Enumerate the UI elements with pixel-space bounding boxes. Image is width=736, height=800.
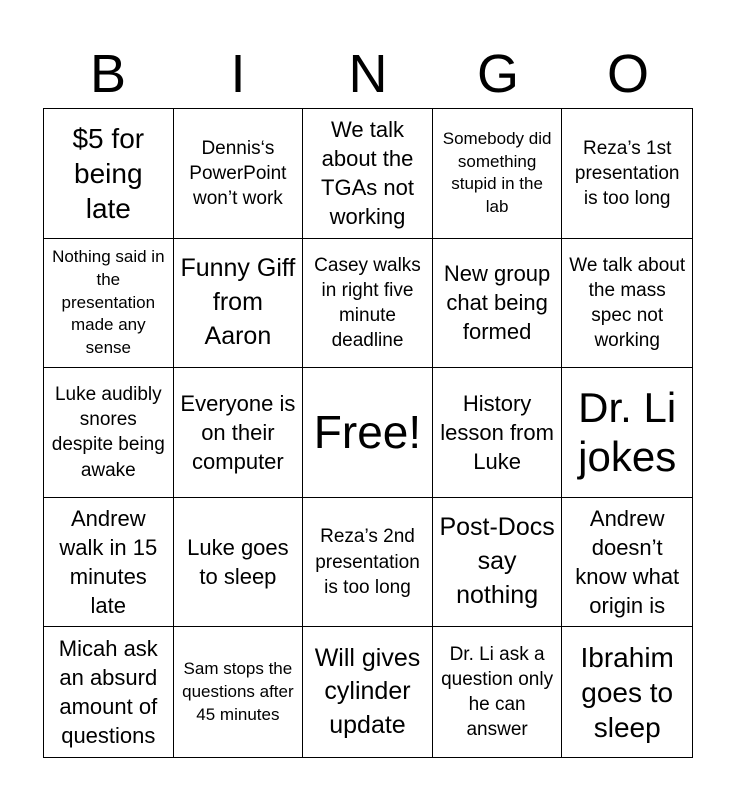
bingo-cell[interactable] xyxy=(44,627,174,757)
header-letter-i: I xyxy=(230,44,246,104)
bingo-cell[interactable] xyxy=(433,627,563,757)
bingo-cell[interactable] xyxy=(562,368,692,498)
bingo-cell[interactable] xyxy=(44,368,174,498)
cell-text: Sam stops the questions after 45 minutes xyxy=(182,659,294,724)
bingo-board xyxy=(43,108,693,758)
header-letter-o: O xyxy=(606,44,649,104)
cell-text: Somebody did something stupid in the lab xyxy=(442,129,552,216)
cell-text: We talk about the mass spec not working xyxy=(569,254,686,351)
bingo-cell[interactable] xyxy=(562,627,692,757)
header-letter-n: N xyxy=(348,44,388,104)
cell-text: Reza’s 2nd presentation is too long xyxy=(315,526,420,598)
cell-text: Luke audibly snores despite being awake xyxy=(51,384,165,481)
cell-text: Casey walks in right five minute deadline xyxy=(314,254,421,351)
cell-text: Dennis‘s PowerPoint won’t work xyxy=(189,137,287,209)
bingo-cell[interactable] xyxy=(174,239,304,369)
bingo-cell[interactable] xyxy=(174,498,304,628)
cell-text: Everyone is on their computer xyxy=(180,390,296,474)
cell-text: Micah ask an absurd amount of questions xyxy=(58,636,158,749)
bingo-cell[interactable] xyxy=(44,109,174,239)
cell-text: Dr. Li jokes xyxy=(578,384,677,481)
free-space-cell[interactable] xyxy=(303,368,433,498)
bingo-cell[interactable] xyxy=(562,109,692,239)
cell-text: Ibrahim goes to sleep xyxy=(580,641,674,743)
bingo-cell[interactable] xyxy=(303,109,433,239)
bingo-cell[interactable] xyxy=(44,239,174,369)
cell-text: Reza’s 1st presentation is too long xyxy=(574,137,680,209)
bingo-cell[interactable] xyxy=(433,109,563,239)
cell-text: Free! xyxy=(313,406,422,459)
bingo-cell[interactable] xyxy=(562,239,692,369)
cell-text: Nothing said in the presentation made any sense xyxy=(52,247,165,357)
bingo-cell[interactable] xyxy=(433,498,563,628)
bingo-cell[interactable] xyxy=(174,109,304,239)
cell-text: $5 for being late xyxy=(72,122,145,224)
bingo-cell[interactable] xyxy=(303,498,433,628)
bingo-cell[interactable] xyxy=(44,498,174,628)
header-letter-g: G xyxy=(476,44,519,104)
bingo-cell[interactable] xyxy=(433,368,563,498)
cell-text: Funny Giff from Aaron xyxy=(180,254,296,350)
bingo-cell[interactable] xyxy=(303,239,433,369)
bingo-cell[interactable] xyxy=(174,368,304,498)
bingo-cell[interactable] xyxy=(433,239,563,369)
bingo-cell[interactable] xyxy=(562,498,692,628)
cell-text: New group chat being formed xyxy=(443,261,551,345)
cell-text: Dr. Li ask a question only he can answer xyxy=(441,644,554,741)
cell-text: Will gives cylinder update xyxy=(314,643,421,740)
header-letter-b: B xyxy=(89,44,127,104)
bingo-header xyxy=(43,40,693,108)
cell-text: We talk about the TGAs not working xyxy=(321,117,414,230)
bingo-cell[interactable] xyxy=(174,627,304,757)
bingo-cell[interactable] xyxy=(303,627,433,757)
cell-text: Post-Docs say nothing xyxy=(439,513,555,609)
cell-text: Luke goes to sleep xyxy=(187,535,289,590)
cell-text: History lesson from Luke xyxy=(440,390,554,474)
cell-text: Andrew walk in 15 minutes late xyxy=(59,506,158,619)
cell-text: Andrew doesn’t know what origin is xyxy=(575,506,680,619)
